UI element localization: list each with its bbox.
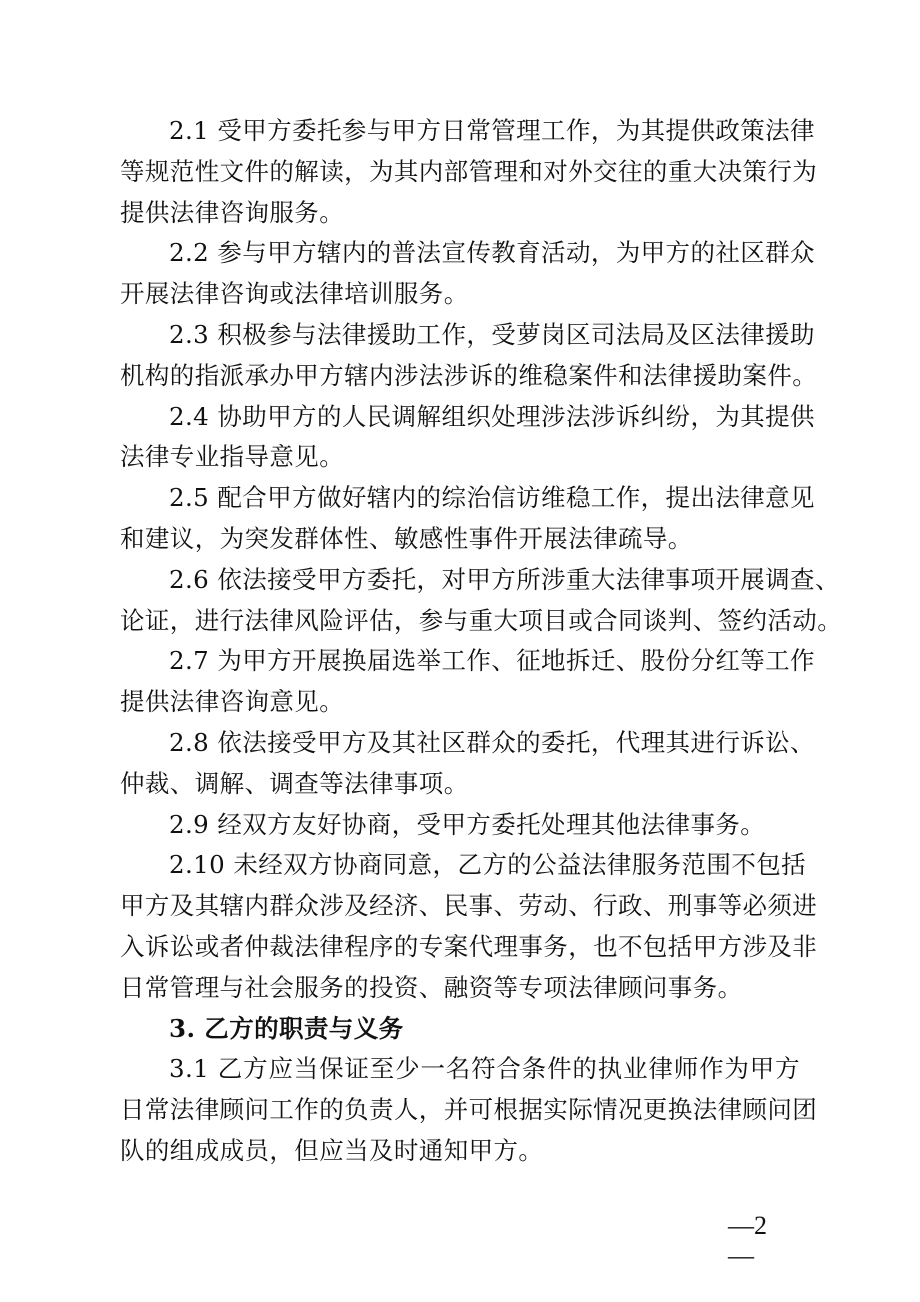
- paragraph-2-6: [120, 560, 843, 642]
- paragraph-2-4: [120, 397, 815, 479]
- paragraph-2-10: [120, 845, 818, 1008]
- paragraph-line: 开展法律咨询或法律培训服务。: [120, 279, 469, 309]
- paragraph-line: 队的组成成员，但应当及时通知甲方。: [120, 1135, 544, 1165]
- page-number: —2—: [728, 1211, 767, 1270]
- paragraph-line: 仲裁、调解、调查等法律事项。: [120, 768, 469, 798]
- paragraph-line: 2.10 未经双方协商同意，乙方的公益法律服务范围不包括: [169, 850, 807, 880]
- paragraph-line: 2.8 依法接受甲方及其社区群众的委托，代理其进行诉讼、: [169, 727, 815, 757]
- paragraph-line: 2.2 参与甲方辖内的普法宣传教育活动，为甲方的社区群众: [169, 238, 815, 268]
- section-heading-line: 3. 乙方的职责与义务: [169, 1013, 404, 1043]
- paragraph-line: 2.3 积极参与法律援助工作，受萝岗区司法局及区法律援助: [169, 319, 815, 349]
- paragraph-line: 机构的指派承办甲方辖内涉法涉诉的维稳案件和法律援助案件。: [120, 360, 818, 390]
- paragraph-line: 提供法律咨询意见。: [120, 687, 345, 717]
- paragraph-line: 2.5 配合甲方做好辖内的综治信访维稳工作，提出法律意见: [169, 483, 815, 513]
- paragraph-2-1: [120, 111, 818, 233]
- paragraph-2-2: [120, 233, 815, 315]
- paragraph-line: 提供法律咨询服务。: [120, 197, 345, 227]
- paragraph-3-1: [120, 1049, 818, 1171]
- paragraph-line: 2.1 受甲方委托参与甲方日常管理工作，为其提供政策法律: [169, 116, 815, 145]
- paragraph-line: 入诉讼或者仲裁法律程序的专案代理事务，也不包括甲方涉及非: [120, 931, 818, 961]
- paragraph-line: 2.7 为甲方开展换届选举工作、征地拆迁、股份分红等工作: [169, 646, 815, 676]
- paragraph-line: 甲方及其辖内群众涉及经济、民事、劳动、行政、刑事等必须进: [120, 891, 818, 921]
- paragraph-line: 和建议，为突发群体性、敏感性事件开展法律疏导。: [120, 523, 693, 553]
- paragraph-line: 法律专业指导意见。: [120, 442, 345, 472]
- paragraph-2-5: [120, 478, 815, 560]
- paragraph-line: 2.6 依法接受甲方委托，对甲方所涉重大法律事项开展调查、: [169, 564, 840, 594]
- paragraph-2-7: [120, 641, 815, 723]
- paragraph-line: 等规范性文件的解读，为其内部管理和对外交往的重大决策行为: [120, 156, 818, 186]
- paragraph-line: 2.9 经双方友好协商，受甲方委托处理其他法律事务。: [169, 809, 766, 839]
- paragraph-2-3: [120, 315, 818, 397]
- paragraph-line: 2.4 协助甲方的人民调解组织处理涉法涉诉纠纷，为其提供: [169, 401, 815, 431]
- paragraph-2-9: [120, 805, 800, 846]
- paragraph-line: 日常管理与社会服务的投资、融资等专项法律顾问事务。: [120, 972, 743, 1002]
- section-heading-3: [120, 1009, 800, 1050]
- paragraph-line: 论证，进行法律风险评估，参与重大项目或合同谈判、签约活动。: [120, 605, 843, 635]
- paragraph-line: 日常法律顾问工作的负责人，并可根据实际情况更换法律顾问团: [120, 1095, 818, 1125]
- document-body: [120, 111, 843, 1172]
- paragraph-line: 3.1 乙方应当保证至少一名符合条件的执业律师作为甲方: [169, 1054, 800, 1084]
- paragraph-2-8: [120, 723, 815, 805]
